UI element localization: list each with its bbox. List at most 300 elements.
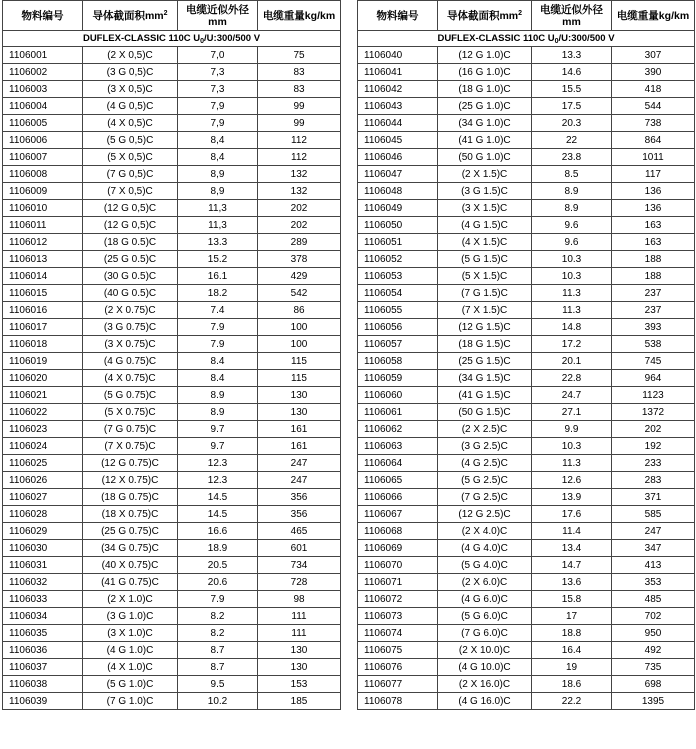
table-row — [3, 47, 341, 64]
table-row — [358, 234, 695, 251]
material-code-cell: 1106072 — [358, 591, 438, 608]
cable-weight-cell: 390 — [612, 64, 695, 81]
cable-weight-cell: 864 — [612, 132, 695, 149]
table-row — [3, 302, 341, 319]
header-diameter-line1: 电缆近似外径 — [540, 3, 603, 16]
outer-diameter-cell: 8.4 — [178, 370, 258, 387]
conductor-spec-cell: (5 X 0,5)C — [83, 149, 178, 166]
table-row — [358, 166, 695, 183]
conductor-spec-cell: (18 G 0.5)C — [83, 234, 178, 251]
outer-diameter-cell: 9.6 — [532, 217, 612, 234]
outer-diameter-cell: 8.5 — [532, 166, 612, 183]
conductor-spec-cell: (4 G 4.0)C — [438, 540, 532, 557]
outer-diameter-cell: 10.3 — [532, 438, 612, 455]
header-row — [3, 1, 341, 31]
outer-diameter-cell: 16.6 — [178, 523, 258, 540]
conductor-spec-cell: (12 G 1.0)C — [438, 47, 532, 64]
material-code-cell: 1106041 — [358, 64, 438, 81]
cable-weight-cell: 237 — [612, 302, 695, 319]
material-code-cell: 1106032 — [3, 574, 83, 591]
table-row — [3, 591, 341, 608]
cable-weight-cell: 99 — [258, 115, 341, 132]
subheader-suffix: /U:300/500 V — [204, 33, 261, 44]
cable-weight-cell: 163 — [612, 217, 695, 234]
cable-weight-cell: 237 — [612, 285, 695, 302]
conductor-spec-cell: (3 G 0.75)C — [83, 319, 178, 336]
table-row — [358, 693, 695, 710]
conductor-spec-cell: (2 X 4.0)C — [438, 523, 532, 540]
outer-diameter-cell: 14.8 — [532, 319, 612, 336]
outer-diameter-cell: 8.7 — [178, 642, 258, 659]
cable-weight-cell: 289 — [258, 234, 341, 251]
cable-weight-cell: 734 — [258, 557, 341, 574]
cable-weight-cell: 1123 — [612, 387, 695, 404]
material-code-cell: 1106064 — [358, 455, 438, 472]
conductor-spec-cell: (7 G 0.75)C — [83, 421, 178, 438]
table-row — [3, 557, 341, 574]
cable-weight-cell: 83 — [258, 81, 341, 98]
material-code-cell: 1106043 — [358, 98, 438, 115]
outer-diameter-cell: 17.6 — [532, 506, 612, 523]
outer-diameter-cell: 7,0 — [178, 47, 258, 64]
table-row — [358, 319, 695, 336]
product-series-title — [3, 31, 341, 47]
table-row — [358, 115, 695, 132]
conductor-spec-cell: (2 X 0,5)C — [83, 47, 178, 64]
table-row — [358, 132, 695, 149]
outer-diameter-cell: 7.4 — [178, 302, 258, 319]
conductor-spec-cell: (4 G 1.0)C — [83, 642, 178, 659]
cable-weight-cell: 371 — [612, 489, 695, 506]
cable-weight-cell: 100 — [258, 336, 341, 353]
cable-weight-cell: 86 — [258, 302, 341, 319]
conductor-spec-cell: (7 G 1.0)C — [83, 693, 178, 710]
table-row — [358, 642, 695, 659]
outer-diameter-cell: 8,4 — [178, 149, 258, 166]
material-code-cell: 1106037 — [3, 659, 83, 676]
material-code-cell: 1106063 — [358, 438, 438, 455]
cable-weight-cell: 413 — [612, 557, 695, 574]
conductor-spec-cell: (4 G 1.5)C — [438, 217, 532, 234]
cable-weight-cell: 950 — [612, 625, 695, 642]
table-row — [358, 625, 695, 642]
cable-weight-cell: 356 — [258, 489, 341, 506]
material-code-cell: 1106020 — [3, 370, 83, 387]
cable-weight-cell: 1011 — [612, 149, 695, 166]
conductor-spec-cell: (12 G 0,5)C — [83, 200, 178, 217]
material-code-cell: 1106062 — [358, 421, 438, 438]
conductor-spec-cell: (5 X 0.75)C — [83, 404, 178, 421]
conductor-spec-cell: (30 G 0.5)C — [83, 268, 178, 285]
outer-diameter-cell: 22 — [532, 132, 612, 149]
material-code-cell: 1106023 — [3, 421, 83, 438]
table-row — [3, 336, 341, 353]
material-code-cell: 1106035 — [3, 625, 83, 642]
material-code-cell: 1106004 — [3, 98, 83, 115]
table-row — [358, 336, 695, 353]
table-row — [3, 540, 341, 557]
material-code-cell: 1106073 — [358, 608, 438, 625]
header-diameter — [532, 1, 612, 31]
conductor-spec-cell: (4 G 16.0)C — [438, 693, 532, 710]
conductor-spec-cell: (5 G 6.0)C — [438, 608, 532, 625]
header-code: 物料编号 — [3, 1, 83, 31]
table-row — [3, 251, 341, 268]
conductor-spec-cell: (7 G 1.5)C — [438, 285, 532, 302]
cable-weight-cell: 115 — [258, 353, 341, 370]
cable-weight-cell: 356 — [258, 506, 341, 523]
material-code-cell: 1106061 — [358, 404, 438, 421]
outer-diameter-cell: 13.9 — [532, 489, 612, 506]
material-code-cell: 1106038 — [3, 676, 83, 693]
material-code-cell: 1106015 — [3, 285, 83, 302]
outer-diameter-cell: 7.9 — [178, 336, 258, 353]
conductor-spec-cell: (18 G 0.75)C — [83, 489, 178, 506]
subheader-row — [3, 31, 341, 47]
cable-weight-cell: 728 — [258, 574, 341, 591]
table-row — [358, 370, 695, 387]
header-area — [83, 1, 178, 31]
conductor-spec-cell: (12 G 1.5)C — [438, 319, 532, 336]
cable-weight-cell: 347 — [612, 540, 695, 557]
outer-diameter-cell: 7,9 — [178, 98, 258, 115]
table-row — [3, 115, 341, 132]
outer-diameter-cell: 20.1 — [532, 353, 612, 370]
conductor-spec-cell: (7 X 0,5)C — [83, 183, 178, 200]
table-row — [3, 319, 341, 336]
header-code: 物料编号 — [358, 1, 438, 31]
cable-weight-cell: 247 — [258, 455, 341, 472]
conductor-spec-cell: (3 X 0,5)C — [83, 81, 178, 98]
conductor-spec-cell: (2 X 1.0)C — [83, 591, 178, 608]
conductor-spec-cell: (3 G 1.5)C — [438, 183, 532, 200]
material-code-cell: 1106059 — [358, 370, 438, 387]
cable-weight-cell: 192 — [612, 438, 695, 455]
outer-diameter-cell: 23.8 — [532, 149, 612, 166]
table-row — [358, 47, 695, 64]
cable-weight-cell: 393 — [612, 319, 695, 336]
outer-diameter-cell: 8.4 — [178, 353, 258, 370]
outer-diameter-cell: 14.5 — [178, 506, 258, 523]
conductor-spec-cell: (4 G 10.0)C — [438, 659, 532, 676]
cable-weight-cell: 702 — [612, 608, 695, 625]
outer-diameter-cell: 16.1 — [178, 268, 258, 285]
conductor-spec-cell: (7 G 0,5)C — [83, 166, 178, 183]
cable-weight-cell: 698 — [612, 676, 695, 693]
cable-weight-cell: 100 — [258, 319, 341, 336]
product-series-title — [358, 31, 695, 47]
outer-diameter-cell: 8.2 — [178, 625, 258, 642]
material-code-cell: 1106011 — [3, 217, 83, 234]
outer-diameter-cell: 9.7 — [178, 438, 258, 455]
cable-weight-cell: 492 — [612, 642, 695, 659]
outer-diameter-cell: 14.5 — [178, 489, 258, 506]
outer-diameter-cell: 7,9 — [178, 115, 258, 132]
outer-diameter-cell: 12.6 — [532, 472, 612, 489]
material-code-cell: 1106055 — [358, 302, 438, 319]
conductor-spec-cell: (4 G 2.5)C — [438, 455, 532, 472]
outer-diameter-cell: 27.1 — [532, 404, 612, 421]
material-code-cell: 1106008 — [3, 166, 83, 183]
table-body — [358, 47, 695, 710]
table-row — [358, 557, 695, 574]
material-code-cell: 1106078 — [358, 693, 438, 710]
outer-diameter-cell: 8.9 — [532, 200, 612, 217]
table-row — [358, 302, 695, 319]
cable-weight-cell: 136 — [612, 200, 695, 217]
cable-weight-cell: 130 — [258, 642, 341, 659]
table-row — [358, 285, 695, 302]
cable-weight-cell: 111 — [258, 625, 341, 642]
table-row — [3, 489, 341, 506]
outer-diameter-cell: 8.2 — [178, 608, 258, 625]
cable-weight-cell: 130 — [258, 659, 341, 676]
table-row — [3, 523, 341, 540]
material-code-cell: 1106071 — [358, 574, 438, 591]
table-row — [358, 608, 695, 625]
table-row — [3, 455, 341, 472]
cable-weight-cell: 112 — [258, 149, 341, 166]
outer-diameter-cell: 13.6 — [532, 574, 612, 591]
outer-diameter-cell: 12.3 — [178, 472, 258, 489]
header-diameter-line1: 电缆近似外径 — [186, 3, 249, 16]
subheader-sub: 0 — [554, 38, 559, 45]
header-area-label: 导体截面积mm — [446, 9, 519, 22]
outer-diameter-cell: 18.2 — [178, 285, 258, 302]
table-row — [3, 234, 341, 251]
material-code-cell: 1106074 — [358, 625, 438, 642]
material-code-cell: 1106021 — [3, 387, 83, 404]
subheader-row — [358, 31, 695, 47]
cable-weight-cell: 188 — [612, 251, 695, 268]
conductor-spec-cell: (34 G 1.5)C — [438, 370, 532, 387]
material-code-cell: 1106005 — [3, 115, 83, 132]
cable-weight-cell: 738 — [612, 115, 695, 132]
cable-weight-cell: 283 — [612, 472, 695, 489]
conductor-spec-cell: (2 X 6.0)C — [438, 574, 532, 591]
conductor-spec-cell: (2 X 16.0)C — [438, 676, 532, 693]
conductor-spec-cell: (3 G 0,5)C — [83, 64, 178, 81]
cable-weight-cell: 115 — [258, 370, 341, 387]
conductor-spec-cell: (3 X 1.0)C — [83, 625, 178, 642]
table-row — [358, 251, 695, 268]
conductor-spec-cell: (3 G 1.0)C — [83, 608, 178, 625]
material-code-cell: 1106001 — [3, 47, 83, 64]
material-code-cell: 1106075 — [358, 642, 438, 659]
cable-weight-cell: 130 — [258, 404, 341, 421]
outer-diameter-cell: 17.5 — [532, 98, 612, 115]
outer-diameter-cell: 22.8 — [532, 370, 612, 387]
material-code-cell: 1106034 — [3, 608, 83, 625]
outer-diameter-cell: 15.8 — [532, 591, 612, 608]
cable-weight-cell: 185 — [258, 693, 341, 710]
material-code-cell: 1106039 — [3, 693, 83, 710]
cable-weight-cell: 735 — [612, 659, 695, 676]
cable-weight-cell: 1395 — [612, 693, 695, 710]
cable-weight-cell: 538 — [612, 336, 695, 353]
cable-weight-cell: 202 — [258, 200, 341, 217]
cable-weight-cell: 585 — [612, 506, 695, 523]
conductor-spec-cell: (18 G 1.0)C — [438, 81, 532, 98]
outer-diameter-cell: 7.9 — [178, 319, 258, 336]
outer-diameter-cell: 11.3 — [532, 455, 612, 472]
header-area-sup: 2 — [518, 9, 523, 17]
material-code-cell: 1106014 — [3, 268, 83, 285]
header-diameter-line2: mm — [208, 15, 227, 28]
conductor-spec-cell: (16 G 1.0)C — [438, 64, 532, 81]
outer-diameter-cell: 20.6 — [178, 574, 258, 591]
table-row — [358, 659, 695, 676]
subheader-suffix: /U:300/500 V — [558, 33, 615, 44]
material-code-cell: 1106003 — [3, 81, 83, 98]
cable-weight-cell: 378 — [258, 251, 341, 268]
table-row — [3, 625, 341, 642]
outer-diameter-cell: 20.3 — [532, 115, 612, 132]
header-area-label: 导体截面积mm — [92, 9, 164, 22]
material-code-cell: 1106036 — [3, 642, 83, 659]
cable-weight-cell: 130 — [258, 387, 341, 404]
material-code-cell: 1106013 — [3, 251, 83, 268]
material-code-cell: 1106045 — [358, 132, 438, 149]
table-row — [358, 455, 695, 472]
material-code-cell: 1106030 — [3, 540, 83, 557]
table-row — [358, 523, 695, 540]
table-row — [3, 693, 341, 710]
conductor-spec-cell: (3 X 0.75)C — [83, 336, 178, 353]
outer-diameter-cell: 8,9 — [178, 166, 258, 183]
outer-diameter-cell: 11,3 — [178, 200, 258, 217]
conductor-spec-cell: (7 G 2.5)C — [438, 489, 532, 506]
table-row — [3, 642, 341, 659]
table-row — [3, 472, 341, 489]
cable-weight-cell: 353 — [612, 574, 695, 591]
material-code-cell: 1106068 — [358, 523, 438, 540]
table-row — [3, 506, 341, 523]
conductor-spec-cell: (7 G 6.0)C — [438, 625, 532, 642]
material-code-cell: 1106028 — [3, 506, 83, 523]
cable-weight-cell: 153 — [258, 676, 341, 693]
conductor-spec-cell: (5 G 1.5)C — [438, 251, 532, 268]
table-row — [358, 438, 695, 455]
header-diameter — [178, 1, 258, 31]
conductor-spec-cell: (12 G 0.75)C — [83, 455, 178, 472]
table-body — [3, 47, 341, 710]
cable-weight-cell: 429 — [258, 268, 341, 285]
cable-weight-cell: 99 — [258, 98, 341, 115]
table-row — [358, 200, 695, 217]
material-code-cell: 1106009 — [3, 183, 83, 200]
table-row — [358, 149, 695, 166]
cable-weight-cell: 117 — [612, 166, 695, 183]
material-code-cell: 1106077 — [358, 676, 438, 693]
material-code-cell: 1106057 — [358, 336, 438, 353]
outer-diameter-cell: 19 — [532, 659, 612, 676]
conductor-spec-cell: (4 G 0.75)C — [83, 353, 178, 370]
cable-weight-cell: 465 — [258, 523, 341, 540]
material-code-cell: 1106050 — [358, 217, 438, 234]
table-row — [3, 676, 341, 693]
material-code-cell: 1106012 — [3, 234, 83, 251]
table-row — [3, 217, 341, 234]
outer-diameter-cell: 9.6 — [532, 234, 612, 251]
table-row — [358, 183, 695, 200]
material-code-cell: 1106060 — [358, 387, 438, 404]
material-code-cell: 1106025 — [3, 455, 83, 472]
material-code-cell: 1106049 — [358, 200, 438, 217]
outer-diameter-cell: 7.9 — [178, 591, 258, 608]
cable-weight-cell: 202 — [612, 421, 695, 438]
conductor-spec-cell: (2 X 10.0)C — [438, 642, 532, 659]
header-weight: 电缆重量kg/km — [258, 1, 341, 31]
material-code-cell: 1106046 — [358, 149, 438, 166]
table-row — [3, 353, 341, 370]
header-diameter-line2: mm — [562, 15, 581, 28]
material-code-cell: 1106065 — [358, 472, 438, 489]
material-code-cell: 1106006 — [3, 132, 83, 149]
table-row — [358, 268, 695, 285]
material-code-cell: 1106042 — [358, 81, 438, 98]
outer-diameter-cell: 13.3 — [532, 47, 612, 64]
conductor-spec-cell: (40 G 0.5)C — [83, 285, 178, 302]
outer-diameter-cell: 17.2 — [532, 336, 612, 353]
outer-diameter-cell: 17 — [532, 608, 612, 625]
material-code-cell: 1106067 — [358, 506, 438, 523]
outer-diameter-cell: 11.3 — [532, 285, 612, 302]
conductor-spec-cell: (4 X 0,5)C — [83, 115, 178, 132]
conductor-spec-cell: (41 G 1.0)C — [438, 132, 532, 149]
table-row — [358, 404, 695, 421]
cable-weight-cell: 111 — [258, 608, 341, 625]
conductor-spec-cell: (7 X 1.5)C — [438, 302, 532, 319]
header-area-sup: 2 — [163, 9, 168, 17]
conductor-spec-cell: (4 G 0,5)C — [83, 98, 178, 115]
material-code-cell: 1106019 — [3, 353, 83, 370]
conductor-spec-cell: (12 G 0,5)C — [83, 217, 178, 234]
cable-weight-cell: 418 — [612, 81, 695, 98]
table-row — [3, 285, 341, 302]
cable-weight-cell: 132 — [258, 183, 341, 200]
table-row — [3, 64, 341, 81]
subheader-prefix: DUFLEX-CLASSIC 110C U — [437, 33, 555, 44]
cable-weight-cell: 161 — [258, 421, 341, 438]
outer-diameter-cell: 10.3 — [532, 251, 612, 268]
cable-weight-cell: 1372 — [612, 404, 695, 421]
cable-weight-cell: 542 — [258, 285, 341, 302]
conductor-spec-cell: (5 G 4.0)C — [438, 557, 532, 574]
cable-weight-cell: 161 — [258, 438, 341, 455]
cable-weight-cell: 112 — [258, 132, 341, 149]
outer-diameter-cell: 18.9 — [178, 540, 258, 557]
material-code-cell: 1106058 — [358, 353, 438, 370]
conductor-spec-cell: (2 X 1.5)C — [438, 166, 532, 183]
outer-diameter-cell: 11,3 — [178, 217, 258, 234]
outer-diameter-cell: 13.3 — [178, 234, 258, 251]
cable-weight-cell: 202 — [258, 217, 341, 234]
material-code-cell: 1106031 — [3, 557, 83, 574]
outer-diameter-cell: 8.9 — [178, 387, 258, 404]
outer-diameter-cell: 16.4 — [532, 642, 612, 659]
conductor-spec-cell: (4 X 1.0)C — [83, 659, 178, 676]
table-row — [3, 183, 341, 200]
conductor-spec-cell: (18 G 1.5)C — [438, 336, 532, 353]
material-code-cell: 1106016 — [3, 302, 83, 319]
conductor-spec-cell: (25 G 0.5)C — [83, 251, 178, 268]
outer-diameter-cell: 18.6 — [532, 676, 612, 693]
outer-diameter-cell: 7,3 — [178, 81, 258, 98]
table-row — [358, 387, 695, 404]
table-row — [3, 387, 341, 404]
table-row — [3, 370, 341, 387]
